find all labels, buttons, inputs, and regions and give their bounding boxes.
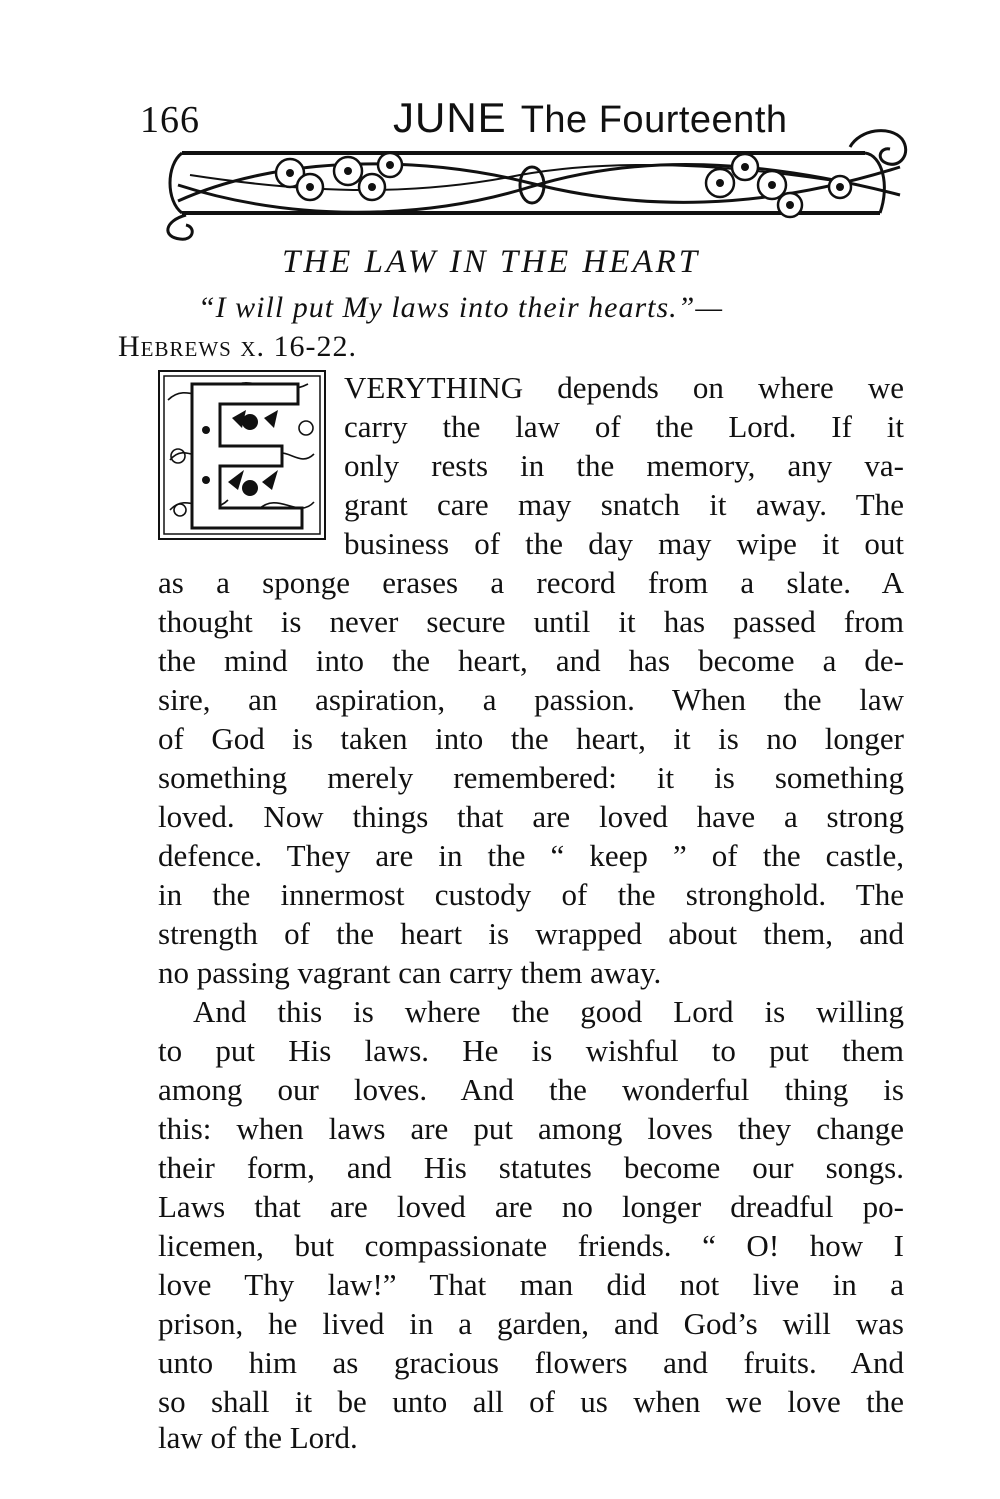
section-title: THE LAW IN THE HEART [282, 244, 701, 280]
body-line: prison, he lived in a garden, and God’s will was [158, 1306, 904, 1341]
body-line: VERYTHING depends on where we [344, 370, 904, 405]
body-line: as a sponge erases a record from a slate. A [158, 565, 904, 600]
body-line: law of the Lord. [158, 1420, 358, 1455]
body-line: among our loves. And the wonderful thing is [158, 1072, 904, 1107]
floral-banner-ornament [160, 125, 908, 245]
epigraph [118, 288, 903, 366]
body-line: no passing vagrant can carry them away. [158, 955, 662, 990]
body-line: in the innermost custody of the stronghold. The [158, 877, 904, 912]
body-line: sire, an aspiration, a passion. When the law [158, 682, 904, 717]
body-line: thought is never secure until it has passed from [158, 604, 904, 639]
body-line: business of the day may wipe it out [344, 526, 904, 561]
body-line: love Thy law!” That man did not live in a [158, 1267, 904, 1302]
epigraph-quote: “I will put My laws into their hearts.”— [198, 291, 724, 324]
body-line: loved. Now things that are loved have a strong [158, 799, 904, 834]
body-line: Laws that are loved are no longer dreadful po- [158, 1189, 904, 1224]
page-number: 166 [140, 99, 200, 141]
body-line: the mind into the heart, and has become a de- [158, 643, 904, 678]
body-line: defence. They are in the “ keep ” of the castle, [158, 838, 904, 873]
body-line: And this is where the good Lord is willing [193, 994, 904, 1029]
body-line: grant care may snatch it away. The [344, 487, 904, 522]
body-line: licemen, but compassionate friends. “ O! how I [158, 1228, 904, 1263]
running-head-day: The Fourteenth [520, 99, 788, 141]
drop-cap-letter: E [241, 536, 243, 537]
running-head-month: JUNE [393, 94, 507, 141]
epigraph-reference: Hebrews x. 16-22. [118, 330, 357, 363]
body-line: this: when laws are put among loves they change [158, 1111, 904, 1146]
body-line: only rests in the memory, any va- [344, 448, 904, 483]
body-line: their form, and His statutes become our songs. [158, 1150, 904, 1185]
body-line: strength of the heart is wrapped about them, and [158, 916, 904, 951]
body-line: to put His laws. He is wishful to put them [158, 1033, 904, 1068]
body-line: carry the law of the Lord. If it [344, 409, 904, 444]
body-line: unto him as gracious flowers and fruits. And [158, 1345, 904, 1380]
body-line: so shall it be unto all of us when we love the [158, 1384, 904, 1419]
drop-cap-e [158, 370, 326, 540]
body-line: something merely remembered: it is something [158, 760, 904, 795]
body-line: of God is taken into the heart, it is no longer [158, 721, 904, 756]
